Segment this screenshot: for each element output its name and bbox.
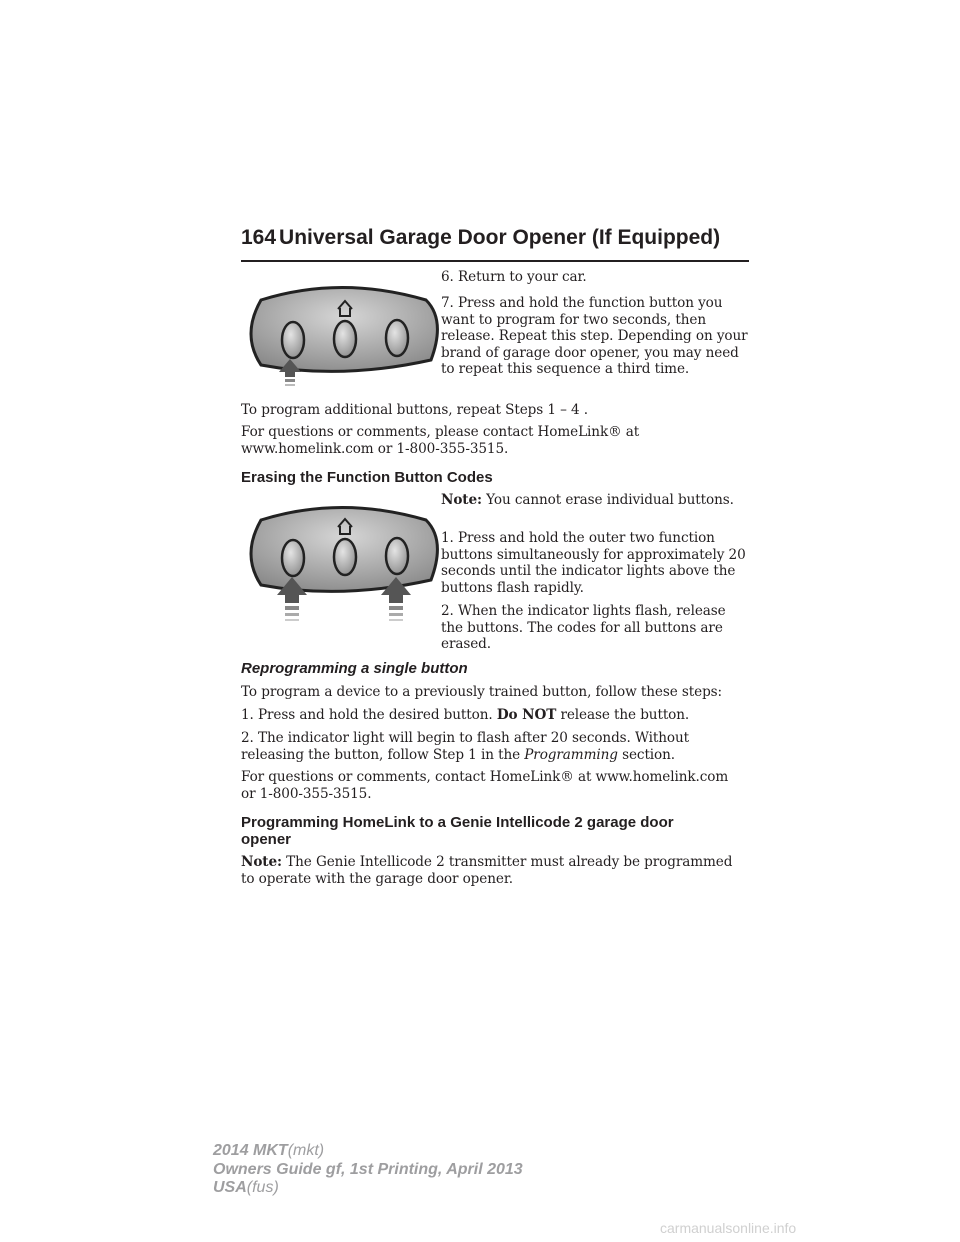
erasing-heading: Erasing the Function Button Codes [241,469,493,486]
footer-line-2: Owners Guide gf, 1st Printing, April 2013 [213,1160,523,1178]
footer-line-1 [213,1142,523,1161]
step-text: section. [617,746,676,763]
market-code: (fus) [246,1179,279,1196]
market-name: USA [213,1179,247,1196]
erasing-note [441,492,741,509]
erasing-step-1: 1. Press and hold the outer two function buttons simultaneously for approximately 20 seconds until the indicator lights above the buttons flash rapidly. [441,530,746,596]
step-text: 2. The indicator light will begin to flash after 20 seconds. Without releasing the button, follow Step 1 in the [241,730,690,763]
model-name: 2014 MKT [213,1142,288,1159]
homelink-panel-icon [241,500,441,630]
reprogramming-heading: Reprogramming a single button [241,660,468,677]
step-text: 1. Press and hold the desired button. [241,707,497,723]
step-7: 7. Press and hold the function button you want to program for two seconds, then release. Repeat this step. Depending on your brand of garage door opener, you may need to repeat this sequence a third time. [441,295,748,377]
note-label: Note: [241,854,282,870]
note-label: Note: [441,492,482,508]
reprogramming-intro: To program a device to a previously trained button, follow these steps: [241,684,723,700]
note-text: You cannot erase individual buttons. [481,492,734,508]
genie-heading: Programming HomeLink to a Genie Intellicode 2 garage door opener [241,814,674,848]
watermark-text: carmanualsonline.info [660,1220,797,1236]
step-6: 6. Return to your car. [441,269,587,285]
do-not-emphasis: Do NOT [496,707,557,723]
homelink-panel-figure-1 [241,280,441,390]
contact-text: For questions or comments, please contact HomeLink® at www.homelink.com or 1-800-355-3515. [241,424,640,457]
reprogramming-contact: For questions or comments, contact HomeLink® at www.homelink.com or 1-800-355-3515. [241,769,729,802]
page-number: 164 [241,226,277,249]
print-footer [213,1142,523,1198]
homelink-panel-figure-2 [241,500,441,630]
chapter-title: Universal Garage Door Opener (If Equipped) [279,226,721,249]
header-rule [241,260,749,262]
erasing-step-2: 2. When the indicator lights flash, release the buttons. The codes for all buttons are erased. [441,603,726,652]
additional-buttons-text: To program additional buttons, repeat Steps 1 – 4 . [241,402,589,418]
reprogramming-step-1 [241,707,753,724]
homelink-panel-icon [241,280,441,390]
reprogramming-step-2 [241,730,746,763]
page-header [241,226,749,250]
programming-reference: Programming [524,746,618,763]
footer-line-3 [213,1179,523,1198]
model-code: (mkt) [287,1142,325,1159]
genie-note [241,854,746,887]
step-text: release the button. [556,707,690,723]
note-text: The Genie Intellicode 2 transmitter must already be programmed to operate with the garage door opener. [241,854,733,887]
